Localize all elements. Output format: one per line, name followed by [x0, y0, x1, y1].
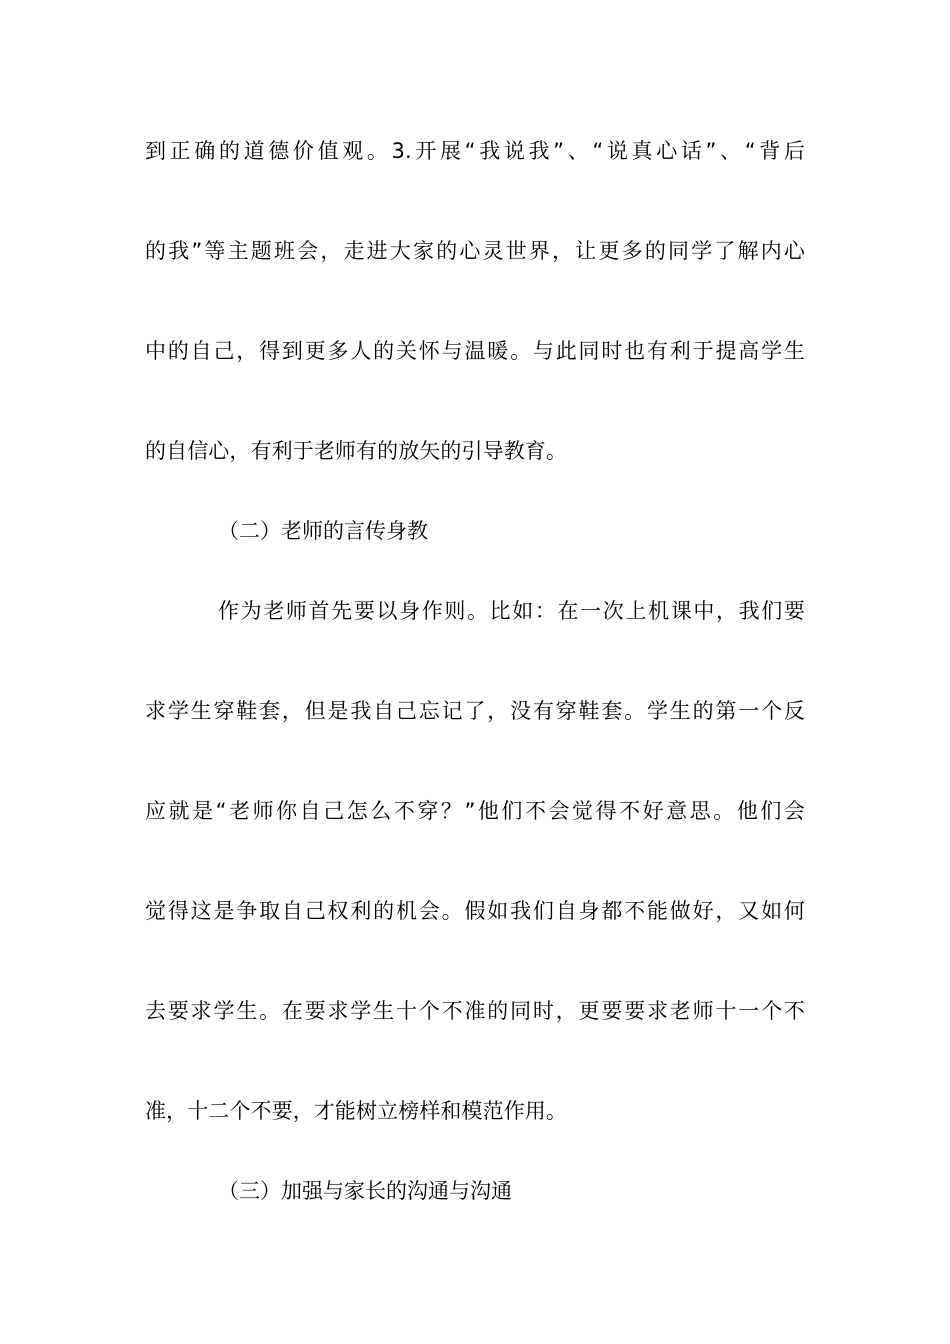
section-heading: （二）老师的言传身教 — [218, 519, 428, 543]
section-heading: （三）加强与家长的沟通与沟通 — [218, 1179, 512, 1203]
paragraph-line: 到正确的道德价值观。3.开展“我说我”、“说真心话”、“背后 — [145, 139, 805, 163]
paragraph-line: 求学生穿鞋套，但是我自己忘记了，没有穿鞋套。学生的第一个反 — [145, 699, 805, 723]
paragraph-line: 去要求学生。在要求学生十个不准的同时，更要要求老师十一个不 — [145, 999, 805, 1023]
paragraph-line: 作为老师首先要以身作则。比如：在一次上机课中，我们要 — [218, 599, 805, 623]
paragraph-line: 的自信心，有利于老师有的放矢的引导教育。 — [145, 439, 567, 463]
paragraph-line: 的我”等主题班会，走进大家的心灵世界，让更多的同学了解内心 — [145, 239, 805, 263]
paragraph-line: 觉得这是争取自己权利的机会。假如我们自身都不能做好，又如何 — [145, 899, 805, 923]
paragraph-line: 准，十二个不要，才能树立榜样和模范作用。 — [145, 1099, 567, 1123]
paragraph-line: 中的自己，得到更多人的关怀与温暖。与此同时也有利于提高学生 — [145, 339, 805, 363]
paragraph-line: 应就是“老师你自己怎么不穿？”他们不会觉得不好意思。他们会 — [145, 799, 805, 823]
